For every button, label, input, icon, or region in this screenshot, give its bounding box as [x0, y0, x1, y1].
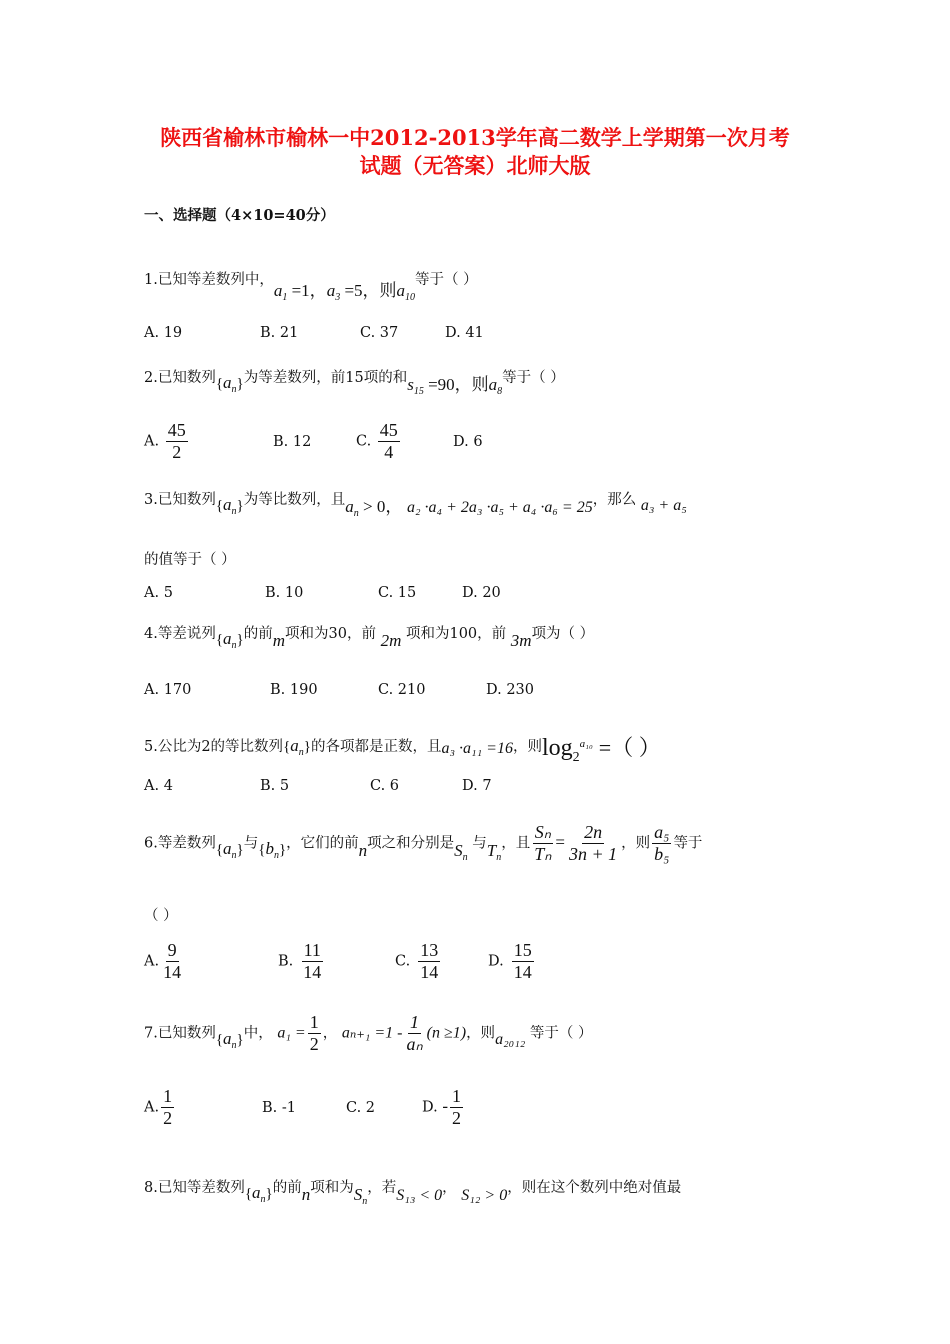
- question-8: 8.已知等差数列$\{a_n\}$的前n项和为$S_n$，若S₁₃ < 0， S₁₂ > 0，则在这个数列中绝对值最: [144, 1180, 682, 1207]
- question-5: 5.公比为2的等比数列$\{a_n\}$的各项都是正数，且a₃ ·a₁₁ =16，则$\log_2^{a_{10}}$ =（ ）: [144, 735, 661, 765]
- q2-a8: $a_8$: [488, 375, 503, 397]
- q4-sequence: $\{a_n\}$: [215, 629, 244, 651]
- q2-s15: $s_{15}$: [407, 375, 424, 397]
- q6-n: n: [358, 840, 368, 860]
- q7-rec-frac: $\frac{1}{\text{aₙ}}$: [406, 1012, 423, 1054]
- q8-S: $S_n$: [353, 1185, 368, 1207]
- q1-option-b: B. 21: [260, 325, 299, 341]
- q5-option-d: D. 7: [462, 778, 492, 794]
- q2-option-a: A. $\frac{45}{2}$: [144, 420, 186, 462]
- q1-eq1: =1，: [287, 281, 327, 300]
- q7-target: a₂₀₁₂: [495, 1030, 526, 1048]
- q7-option-b: B. -1: [262, 1100, 296, 1116]
- q1-post: 等于（ ）: [415, 272, 478, 288]
- q6-S: $S_n$: [454, 840, 468, 863]
- q1-a3: $a_3$: [326, 281, 341, 303]
- q5-option-b: B. 5: [260, 778, 290, 794]
- q3-option-a: A. 5: [144, 585, 173, 601]
- q5-expression: a₃ ·a₁₁ =16: [441, 740, 513, 757]
- q8-sequence: $\{a_n\}$: [244, 1183, 273, 1205]
- q6-option-b: B. $\frac{11}{14}$: [278, 940, 322, 982]
- q8-cond1: S₁₃ < 0: [396, 1187, 443, 1204]
- q6-frac-a5-b5: $\frac{\text{a₅}}{\text{b₅}}$: [654, 822, 670, 864]
- q3-sequence: $\{a_n\}$: [215, 495, 244, 517]
- q1-eq3: =5，则: [340, 281, 397, 300]
- q6-line2: （ ）: [144, 908, 178, 924]
- q2-mid: 为等差数列，前15项的和: [243, 370, 408, 386]
- question-3: [144, 484, 687, 519]
- q3-line2: 的值等于（ ）: [144, 552, 236, 568]
- q4-option-c: C. 210: [378, 682, 426, 698]
- q6-option-d: D. $\frac{15}{14}$: [488, 940, 532, 982]
- q7-sequence: $\{a_n\}$: [215, 1028, 244, 1051]
- section-heading: 一、选择题（4×10=40分）: [144, 207, 335, 224]
- q5-log: $\log_2^{a_{10}}$ =（ ）: [541, 735, 661, 765]
- q7-option-d: D. - $\frac{1}{2}$: [422, 1086, 461, 1128]
- q5-option-a: A. 4: [144, 778, 173, 794]
- question-2: [144, 362, 565, 397]
- q2-sequence: $\{a_n\}$: [215, 373, 244, 395]
- q2-option-d: D. 6: [453, 434, 483, 450]
- q3-mid: 为等比数列，且: [243, 492, 346, 508]
- q2-option-c: C. $\frac{45}{4}$: [356, 420, 398, 462]
- q6-seq-a: $\{a_n\}$: [215, 838, 244, 861]
- q6-option-c: C. $\frac{13}{14}$: [395, 940, 439, 982]
- q1-a1: $a_1$: [273, 281, 288, 303]
- q1-a10: $a_{10}$: [396, 281, 416, 303]
- q4-option-d: D. 230: [486, 682, 535, 698]
- q4-text: 4.等差说列: [144, 626, 216, 642]
- q4-m: m: [272, 631, 286, 650]
- question-4: 4.等差说列$\{a_n\}$的前m项和为30，前 2m 项和为100，前 3m项为（ ）: [144, 626, 595, 651]
- q3-target: a₃ + a₅: [640, 497, 687, 514]
- q2-text: 2.已知数列: [144, 370, 216, 386]
- q3-an: $a_n$: [345, 497, 359, 519]
- q3-option-d: D. 20: [462, 585, 501, 601]
- q8-cond2: S₁₂ > 0: [461, 1187, 508, 1204]
- q2-option-b: B. 12: [273, 434, 312, 450]
- q4-2m: 2m: [380, 631, 402, 650]
- q3-option-b: B. 10: [265, 585, 304, 601]
- q5-option-c: C. 6: [370, 778, 400, 794]
- q5-sequence: $\{a_n\}$: [283, 736, 311, 758]
- q3-expression: a₂ ·a₄ + 2a₃ ·a₅ + a₄ ·a₆ = 25: [406, 499, 593, 516]
- q4-option-a: A. 170: [144, 682, 192, 698]
- q1-option-c: C. 37: [360, 325, 399, 341]
- q7-text: 7.已知数列: [144, 1025, 216, 1042]
- q4-3m: 3m: [510, 631, 532, 650]
- q6-text: 6.等差数列: [144, 835, 216, 852]
- q6-seq-b: $\{b_n\}$: [258, 838, 287, 861]
- q7-a1: a₁ =: [277, 1024, 306, 1042]
- question-1: [144, 264, 478, 303]
- q6-option-a: A. $\frac{9}{14}$: [144, 940, 182, 982]
- q6-frac-2n: $\frac{2n}{3n + 1}$: [569, 822, 618, 864]
- q7-option-a: A. $\frac{1}{2}$: [144, 1086, 173, 1128]
- document-title-line2: 试题（无答案）北师大版: [359, 153, 591, 178]
- q6-T: $T_n$: [486, 840, 502, 863]
- question-6: 6.等差数列$\{a_n\}$与$\{b_n\}$，它们的前n项之和分别是$S_n$ 与$T_n$，且 $\frac{\text{Sₙ}}{\text{Tₙ}}$ = $\frac{2n}{3n + 1}$ ，则 $\frac{\text{a₅}}{\text{b₅}}$ 等于: [144, 822, 703, 864]
- q8-text: 8.已知等差数列: [144, 1180, 245, 1196]
- q3-cond: > 0，: [358, 497, 403, 516]
- document-title-line1: 陕西省榆林市榆林一中2012-2013学年高二数学上学期第一次月考: [160, 125, 790, 150]
- q7-recurrence: aₙ₊₁ =1 -: [341, 1024, 403, 1042]
- q6-frac-s-t: $\frac{\text{Sₙ}}{\text{Tₙ}}$: [534, 822, 552, 864]
- q7-half: $\frac{1}{2}$: [309, 1012, 319, 1054]
- question-7: 7.已知数列$\{a_n\}$中， a₁ = $\frac{1}{2}$ ， aₙ₊₁ =1 - $\frac{1}{\text{aₙ}}$ (n ≥1)，则a₂₀₁₂ 等于（ ）: [144, 1012, 593, 1054]
- q5-text: 5.公比为2的等比数列: [144, 739, 284, 755]
- q1-text: 1.已知等差数列中，: [144, 272, 274, 288]
- q2-eq: =90，则: [423, 375, 489, 394]
- q1-option-a: A. 19: [144, 325, 183, 341]
- q7-option-c: C. 2: [346, 1100, 376, 1116]
- q2-post: 等于（ ）: [502, 370, 565, 386]
- q3-post: ，那么: [592, 492, 637, 508]
- q1-option-d: D. 41: [445, 325, 484, 341]
- q3-option-c: C. 15: [378, 585, 417, 601]
- q4-option-b: B. 190: [270, 682, 318, 698]
- q3-text: 3.已知数列: [144, 492, 216, 508]
